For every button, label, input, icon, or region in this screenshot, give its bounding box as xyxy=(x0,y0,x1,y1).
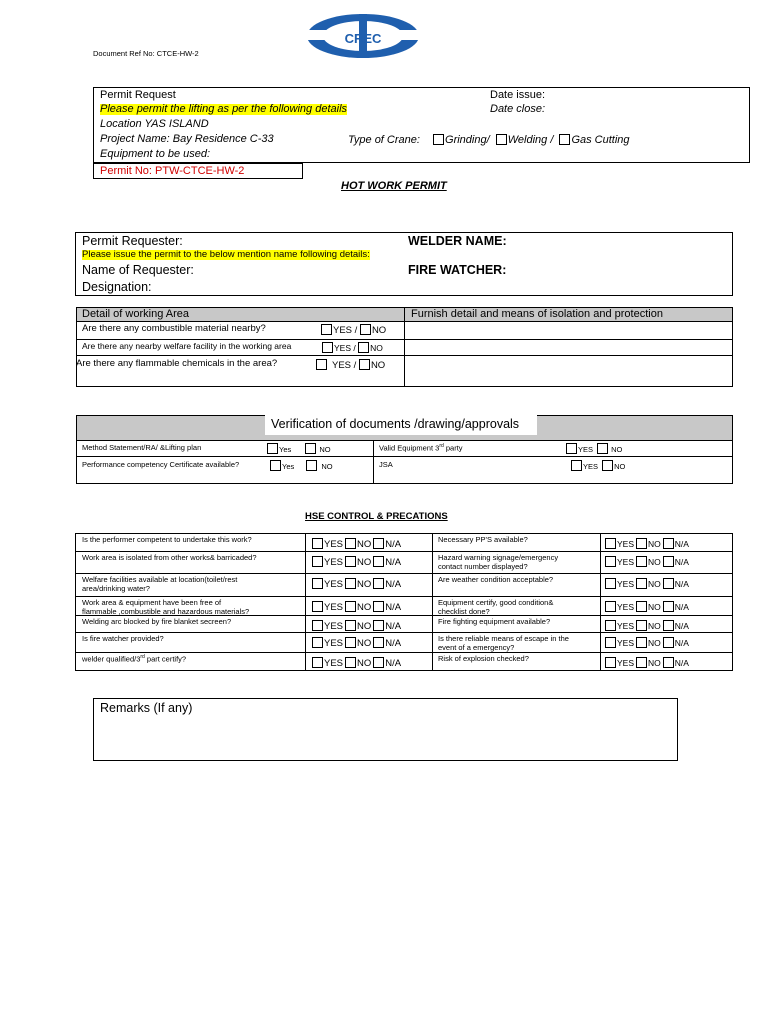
performance-yes-checkbox[interactable] xyxy=(270,460,281,471)
no-label: NO xyxy=(319,445,331,454)
document-ref: Document Ref No: CTCE-HW-2 xyxy=(93,49,199,58)
hse-right-5-no-checkbox[interactable] xyxy=(636,620,647,631)
jsa-options xyxy=(571,460,625,471)
flammable-yes-checkbox[interactable] xyxy=(316,359,327,370)
yes-label: YES xyxy=(617,621,635,631)
hse-right-options-1 xyxy=(605,538,689,549)
designation-label: Designation: xyxy=(82,280,152,294)
question-line: Work area & equipment have been free of xyxy=(82,598,222,607)
na-label: N/A xyxy=(385,658,402,669)
hse-left-2-yes-checkbox[interactable] xyxy=(312,556,323,567)
crane-type-row xyxy=(348,134,630,146)
no-label: NO xyxy=(648,579,661,589)
valid-equipment-tail: party xyxy=(443,443,463,453)
yes-label: YES xyxy=(324,621,344,632)
hse-right-question-4 xyxy=(438,599,553,616)
hse-right-4-yes-checkbox[interactable] xyxy=(605,601,616,612)
hse-right-7-na-checkbox[interactable] xyxy=(663,657,674,668)
hse-left-1-no-checkbox[interactable] xyxy=(345,538,356,549)
hse-right-2-yes-checkbox[interactable] xyxy=(605,556,616,567)
no-label: NO xyxy=(357,602,372,613)
jsa-label: JSA xyxy=(379,460,393,469)
superscript: rd xyxy=(140,654,145,660)
yes-label: YES / xyxy=(334,343,356,353)
hse-right-question-1 xyxy=(438,536,528,545)
yes-label: Yes xyxy=(282,462,295,471)
question-line: Equipment certify, good condition& xyxy=(438,598,554,607)
hse-right-7-no-checkbox[interactable] xyxy=(636,657,647,668)
hse-left-2-no-checkbox[interactable] xyxy=(345,556,356,567)
na-label: N/A xyxy=(674,539,689,549)
hse-left-options-5 xyxy=(312,620,401,632)
welfare-question: Are there any nearby welfare facility in the working area xyxy=(82,341,292,351)
combustible-options xyxy=(321,324,386,336)
valid-equipment-yes-checkbox[interactable] xyxy=(566,443,577,454)
working-area-col2: Furnish detail and means of isolation and protection xyxy=(411,308,663,320)
performance-certificate-label: Performance competency Certificate available? xyxy=(82,460,240,469)
hse-left-6-yes-checkbox[interactable] xyxy=(312,637,323,648)
question-line: Fire fighting equipment available? xyxy=(438,617,551,626)
question-line: Welfare facilities available at location(toilet/rest xyxy=(82,575,238,584)
no-label: NO xyxy=(648,557,661,567)
question-line: Is there reliable means of escape in the xyxy=(438,634,569,643)
issue-note: Please issue the permit to the below mention name following details: xyxy=(82,249,370,260)
hse-right-4-no-checkbox[interactable] xyxy=(636,601,647,612)
no-label: NO xyxy=(648,602,661,612)
hse-right-question-6 xyxy=(438,635,569,652)
remarks-label: Remarks (If any) xyxy=(100,701,193,715)
welfare-yes-checkbox[interactable] xyxy=(322,342,333,353)
welfare-no-checkbox[interactable] xyxy=(358,342,369,353)
yes-label: YES xyxy=(324,602,344,613)
hse-left-4-no-checkbox[interactable] xyxy=(345,601,356,612)
performance-options xyxy=(270,460,333,471)
hse-right-options-7 xyxy=(605,657,689,668)
hse-left-options-2 xyxy=(312,556,401,568)
hse-right-question-5 xyxy=(438,618,550,627)
na-label: N/A xyxy=(385,579,402,590)
hse-left-question-1 xyxy=(82,536,252,545)
no-label: NO xyxy=(611,445,623,454)
hse-right-7-yes-checkbox[interactable] xyxy=(605,657,616,668)
valid-equipment-options xyxy=(566,443,622,454)
question-line: Risk of explosion checked? xyxy=(438,654,529,663)
yes-label: YES xyxy=(324,539,344,550)
no-label: NO xyxy=(370,343,383,353)
na-label: N/A xyxy=(674,557,689,567)
hse-right-question-3 xyxy=(438,576,553,585)
no-label: NO xyxy=(357,638,372,649)
na-label: N/A xyxy=(385,557,402,568)
hse-title: HSE CONTROL & PRECATIONS xyxy=(305,511,448,522)
question-line: Welding arc blocked by fire blanket secreen? xyxy=(82,617,232,626)
hse-right-6-na-checkbox[interactable] xyxy=(663,637,674,648)
method-statement-label: Method Statement/RA/ &Lifting plan xyxy=(82,443,202,452)
please-permit-text: Please permit the lifting as per the following details xyxy=(100,103,348,115)
hse-right-2-no-checkbox[interactable] xyxy=(636,556,647,567)
question-line: Are weather condition acceptable? xyxy=(438,575,554,584)
svg-text:CREC: CREC xyxy=(344,31,382,46)
no-label: NO xyxy=(648,621,661,631)
superscript: rd xyxy=(439,443,444,449)
permit-request-label: Permit Request xyxy=(100,89,176,101)
hse-left-5-na-checkbox[interactable] xyxy=(373,620,384,631)
hse-left-7-yes-checkbox[interactable] xyxy=(312,657,323,668)
hse-right-options-6 xyxy=(605,637,689,648)
permit-requester-label: Permit Requester: xyxy=(82,234,183,248)
no-label: NO xyxy=(648,638,661,648)
welder-name-label: WELDER NAME: xyxy=(408,234,507,248)
question-text: part certify? xyxy=(144,654,187,664)
hse-right-1-no-checkbox[interactable] xyxy=(636,538,647,549)
hse-left-options-7 xyxy=(312,657,401,669)
hse-right-1-yes-checkbox[interactable] xyxy=(605,538,616,549)
crane-type-label: Type of Crane: xyxy=(348,134,420,146)
question-line: Work area is isolated from other works& barricaded? xyxy=(82,553,257,562)
company-logo xyxy=(305,12,421,60)
question-line: checklist done? xyxy=(438,606,490,616)
grinding-label: Grinding/ xyxy=(445,134,490,146)
na-label: N/A xyxy=(385,638,402,649)
hse-left-5-yes-checkbox[interactable] xyxy=(312,620,323,631)
na-label: N/A xyxy=(385,621,402,632)
hse-left-3-na-checkbox[interactable] xyxy=(373,578,384,589)
na-label: N/A xyxy=(674,621,689,631)
na-label: N/A xyxy=(674,602,689,612)
no-label: NO xyxy=(648,539,661,549)
no-label: NO xyxy=(357,539,372,550)
hse-right-question-7 xyxy=(438,655,529,664)
hse-right-2-na-checkbox[interactable] xyxy=(663,556,674,567)
yes-label: YES xyxy=(617,557,635,567)
hse-right-options-3 xyxy=(605,578,689,589)
hse-right-options-5 xyxy=(605,620,689,631)
date-issue-label: Date issue: xyxy=(490,89,546,101)
performance-no-checkbox[interactable] xyxy=(306,460,317,471)
question-line: contact number displayed? xyxy=(438,561,528,571)
na-label: N/A xyxy=(674,638,689,648)
yes-label: YES xyxy=(324,638,344,649)
yes-label: Yes xyxy=(279,445,292,454)
question-text: welder qualified/3 xyxy=(82,654,141,664)
hse-left-question-6 xyxy=(82,635,164,644)
grinding-checkbox[interactable] xyxy=(433,134,444,145)
location-text: Location YAS ISLAND xyxy=(100,118,209,130)
page-title: HOT WORK PERMIT xyxy=(341,180,447,192)
equipment-label: Equipment to be used: xyxy=(100,148,211,160)
hse-left-question-4 xyxy=(82,599,249,616)
flammable-question: Are there any flammable chemicals in the area? xyxy=(76,358,278,369)
yes-label: YES xyxy=(583,462,599,471)
no-label: NO xyxy=(357,557,372,568)
hse-right-options-4 xyxy=(605,601,689,612)
hse-left-question-3 xyxy=(82,576,237,593)
verification-title: Verification of documents /drawing/approvals xyxy=(271,417,520,431)
hse-right-6-yes-checkbox[interactable] xyxy=(605,637,616,648)
combustible-yes-checkbox[interactable] xyxy=(321,324,332,335)
no-label: NO xyxy=(357,579,372,590)
gas-cutting-checkbox[interactable] xyxy=(559,134,570,145)
question-line: area/drinking water? xyxy=(82,583,150,593)
yes-label: YES xyxy=(324,579,344,590)
yes-label: YES xyxy=(617,539,635,549)
jsa-yes-checkbox[interactable] xyxy=(571,460,582,471)
hse-right-4-na-checkbox[interactable] xyxy=(663,601,674,612)
no-label: NO xyxy=(357,658,372,669)
flammable-no-checkbox[interactable] xyxy=(359,359,370,370)
permit-number: Permit No: PTW-CTCE-HW-2 xyxy=(100,165,245,177)
no-label: NO xyxy=(648,658,661,668)
question-line: Necessary PP'S available? xyxy=(438,535,528,544)
hse-right-5-yes-checkbox[interactable] xyxy=(605,620,616,631)
welding-label: Welding / xyxy=(507,134,554,146)
yes-label: YES xyxy=(617,579,635,589)
hse-left-question-7 xyxy=(82,655,186,664)
no-label: NO xyxy=(357,621,372,632)
hse-left-1-yes-checkbox[interactable] xyxy=(312,538,323,549)
yes-label: YES / xyxy=(332,360,357,371)
yes-label: YES / xyxy=(333,325,358,336)
na-label: N/A xyxy=(385,539,402,550)
combustible-no-checkbox[interactable] xyxy=(360,324,371,335)
method-no-checkbox[interactable] xyxy=(305,443,316,454)
yes-label: YES xyxy=(617,638,635,648)
yes-label: YES xyxy=(324,557,344,568)
na-label: N/A xyxy=(674,579,689,589)
no-label: NO xyxy=(321,462,333,471)
yes-label: YES xyxy=(617,602,635,612)
hse-left-4-yes-checkbox[interactable] xyxy=(312,601,323,612)
welfare-options xyxy=(322,342,383,353)
question-line: Is fire watcher provided? xyxy=(82,634,164,643)
hse-left-6-no-checkbox[interactable] xyxy=(345,637,356,648)
hse-left-options-4 xyxy=(312,601,401,613)
no-label: NO xyxy=(371,325,387,336)
hse-right-3-na-checkbox[interactable] xyxy=(663,578,674,589)
hse-right-6-no-checkbox[interactable] xyxy=(636,637,647,648)
hse-left-question-2 xyxy=(82,554,257,563)
yes-label: YES xyxy=(324,658,344,669)
working-area-col1: Detail of working Area xyxy=(82,308,189,320)
hse-left-6-na-checkbox[interactable] xyxy=(373,637,384,648)
na-label: N/A xyxy=(385,602,402,613)
hse-left-7-no-checkbox[interactable] xyxy=(345,657,356,668)
hse-left-4-na-checkbox[interactable] xyxy=(373,601,384,612)
valid-equipment-no-checkbox[interactable] xyxy=(597,443,608,454)
flammable-options xyxy=(316,359,385,371)
valid-equipment-text: Valid Equipment 3 xyxy=(379,443,440,453)
valid-equipment-label xyxy=(379,444,463,452)
hse-left-7-na-checkbox[interactable] xyxy=(373,657,384,668)
no-label: NO xyxy=(370,360,386,371)
hse-left-question-5 xyxy=(82,618,231,627)
combustible-question: Are there any combustible material nearby? xyxy=(82,323,266,334)
hse-left-3-yes-checkbox[interactable] xyxy=(312,578,323,589)
question-line: Hazard warning signage/emergency xyxy=(438,553,559,562)
gas-cutting-label: Gas Cutting xyxy=(571,134,630,146)
question-line: event of a emergency? xyxy=(438,642,515,652)
yes-label: YES xyxy=(578,445,594,454)
hse-left-5-no-checkbox[interactable] xyxy=(345,620,356,631)
fire-watcher-label: FIRE WATCHER: xyxy=(408,263,507,277)
hse-right-3-yes-checkbox[interactable] xyxy=(605,578,616,589)
welding-checkbox[interactable] xyxy=(496,134,507,145)
method-yes-checkbox[interactable] xyxy=(267,443,278,454)
question-line: flammable ,combustible and hazardous materials? xyxy=(82,606,250,616)
hse-left-options-1 xyxy=(312,538,401,550)
jsa-no-checkbox[interactable] xyxy=(602,460,613,471)
hse-left-1-na-checkbox[interactable] xyxy=(373,538,384,549)
hse-left-3-no-checkbox[interactable] xyxy=(345,578,356,589)
hse-right-3-no-checkbox[interactable] xyxy=(636,578,647,589)
hse-right-options-2 xyxy=(605,556,689,567)
date-close-label: Date close: xyxy=(490,103,546,115)
hse-right-1-na-checkbox[interactable] xyxy=(663,538,674,549)
hse-left-options-6 xyxy=(312,637,401,649)
method-statement-options xyxy=(267,443,331,454)
hse-right-question-2 xyxy=(438,554,558,571)
question-line: Is the performer competent to undertake this work? xyxy=(82,535,252,544)
hse-right-5-na-checkbox[interactable] xyxy=(663,620,674,631)
no-label: NO xyxy=(614,462,626,471)
project-name-text: Project Name: Bay Residence C-33 xyxy=(100,133,274,145)
yes-label: YES xyxy=(617,658,635,668)
hse-left-2-na-checkbox[interactable] xyxy=(373,556,384,567)
name-of-requester-label: Name of Requester: xyxy=(82,263,194,277)
hse-left-options-3 xyxy=(312,578,401,590)
na-label: N/A xyxy=(674,658,689,668)
